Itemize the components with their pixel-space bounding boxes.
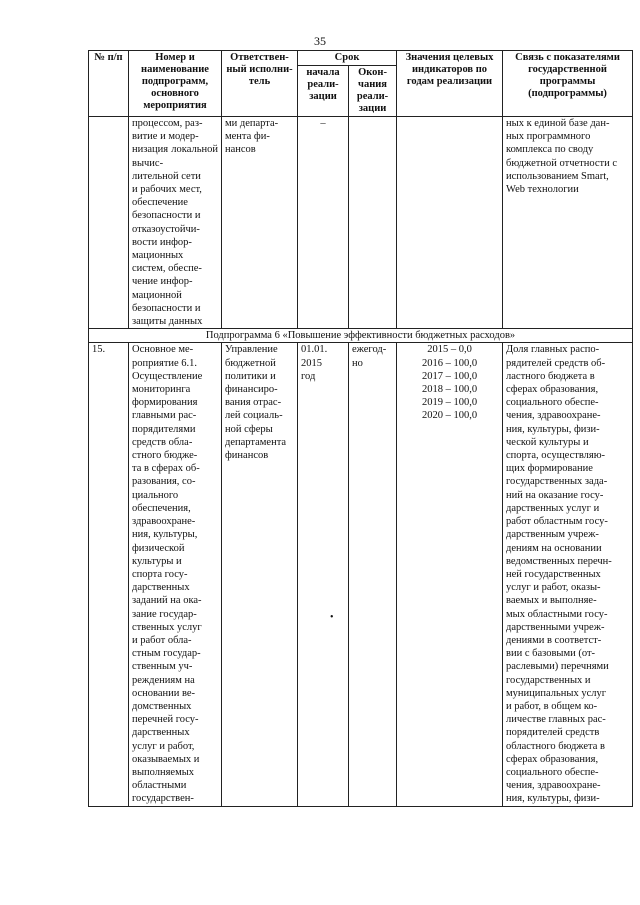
cell-name: процессом, раз- витие и модер- низация локальной вычис- лительной сети и рабочих мест, обеспечение безопасности и отказоустойчи- вости инфор- мационных систем, обеспе- чение инфор- мационной безопасности и защиты данных bbox=[129, 117, 222, 329]
header-start: начала реали-зации bbox=[298, 66, 349, 117]
program-table bbox=[88, 50, 633, 807]
cell-num bbox=[89, 117, 129, 329]
cell-name: Основное ме- роприятие 6.1. Осуществление мониторинга формирования главными рас- порядителями средств обла- стного бюдже- та в сферах об- разования, со- циального обеспечения, здравоохране- ния, культуры, физической культуры и спорта госу- дарственных заданий на ока- зание государ- ственных услуг и работ обла- стным государ- ственным уч- реждениям на основании ве- домственных перечней госу- дарственных услуг и работ, оказываемых и выполняемых областными государствен- bbox=[129, 343, 222, 806]
table-row-continuation bbox=[89, 117, 633, 329]
subprogram-title: Подпрограмма 6 «Повышение эффективности бюджетных расходов» bbox=[89, 329, 633, 343]
cell-responsible: ми департа- мента фи- нансов bbox=[222, 117, 298, 329]
cell-start: – bbox=[298, 117, 349, 329]
header-num: № п/п bbox=[89, 51, 129, 117]
cell-values: 2015 – 0,0 2016 – 100,0 2017 – 100,0 2018 – 100,0 2019 – 100,0 2020 – 100,0 bbox=[397, 343, 503, 806]
cell-num: 15. bbox=[89, 343, 129, 806]
page-number: 35 bbox=[314, 34, 326, 48]
cell-link: ных к единой базе дан- ных программного комплекса по своду бюджетной отчетности с использованием Smart, Web технологии bbox=[503, 117, 633, 329]
header-responsible: Ответствен-ный исполни-тель bbox=[222, 51, 298, 117]
cell-responsible: Управление бюджетной политики и финансиро- вания отрас- лей социаль- ной сферы департамента финансов bbox=[222, 343, 298, 806]
cell-start: 01.01. 2015 год bbox=[298, 343, 349, 806]
subprogram-row bbox=[89, 329, 633, 343]
cell-end: ежегод- но bbox=[349, 343, 397, 806]
table-row-15 bbox=[89, 343, 633, 806]
header-name: Номер и наименование подпрограмм, основного мероприятия bbox=[129, 51, 222, 117]
header-end: Окон-чания реали-зации bbox=[349, 66, 397, 117]
header-row bbox=[89, 51, 633, 66]
header-link: Связь с показателями государственной программы (подпрограммы) bbox=[503, 51, 633, 117]
cell-link: Доля главных распо- рядителей средств об- ластного бюджета в сферах образования, социального обеспе- чения, здравоохране- ния, культуры, физи- ческой культуры и спорта, осуществляю- щих формирование государственных зада- ний на оказание госу- дарственных услуг и работ областным госу- дарственным учреж- дениям на основании ведомственных перечн- ней государственных услуг и работ, оказы- ваемых и выполняе- мых областными госу- дарственными учреж- дениями в соответст- вии с базовыми (от- раслевыми) перечнями государственных и муниципальных услуг и работ, в общем ко- личестве главных рас- порядителей средств областного бюджета в сферах образования, социального обеспе- чения, здравоохране- ния, культуры, физи- bbox=[503, 343, 633, 806]
stray-mark: • bbox=[330, 612, 334, 623]
cell-end bbox=[349, 117, 397, 329]
header-term: Срок bbox=[298, 51, 397, 66]
cell-values bbox=[397, 117, 503, 329]
header-values: Значения целевых индикаторов по годам реализации bbox=[397, 51, 503, 117]
